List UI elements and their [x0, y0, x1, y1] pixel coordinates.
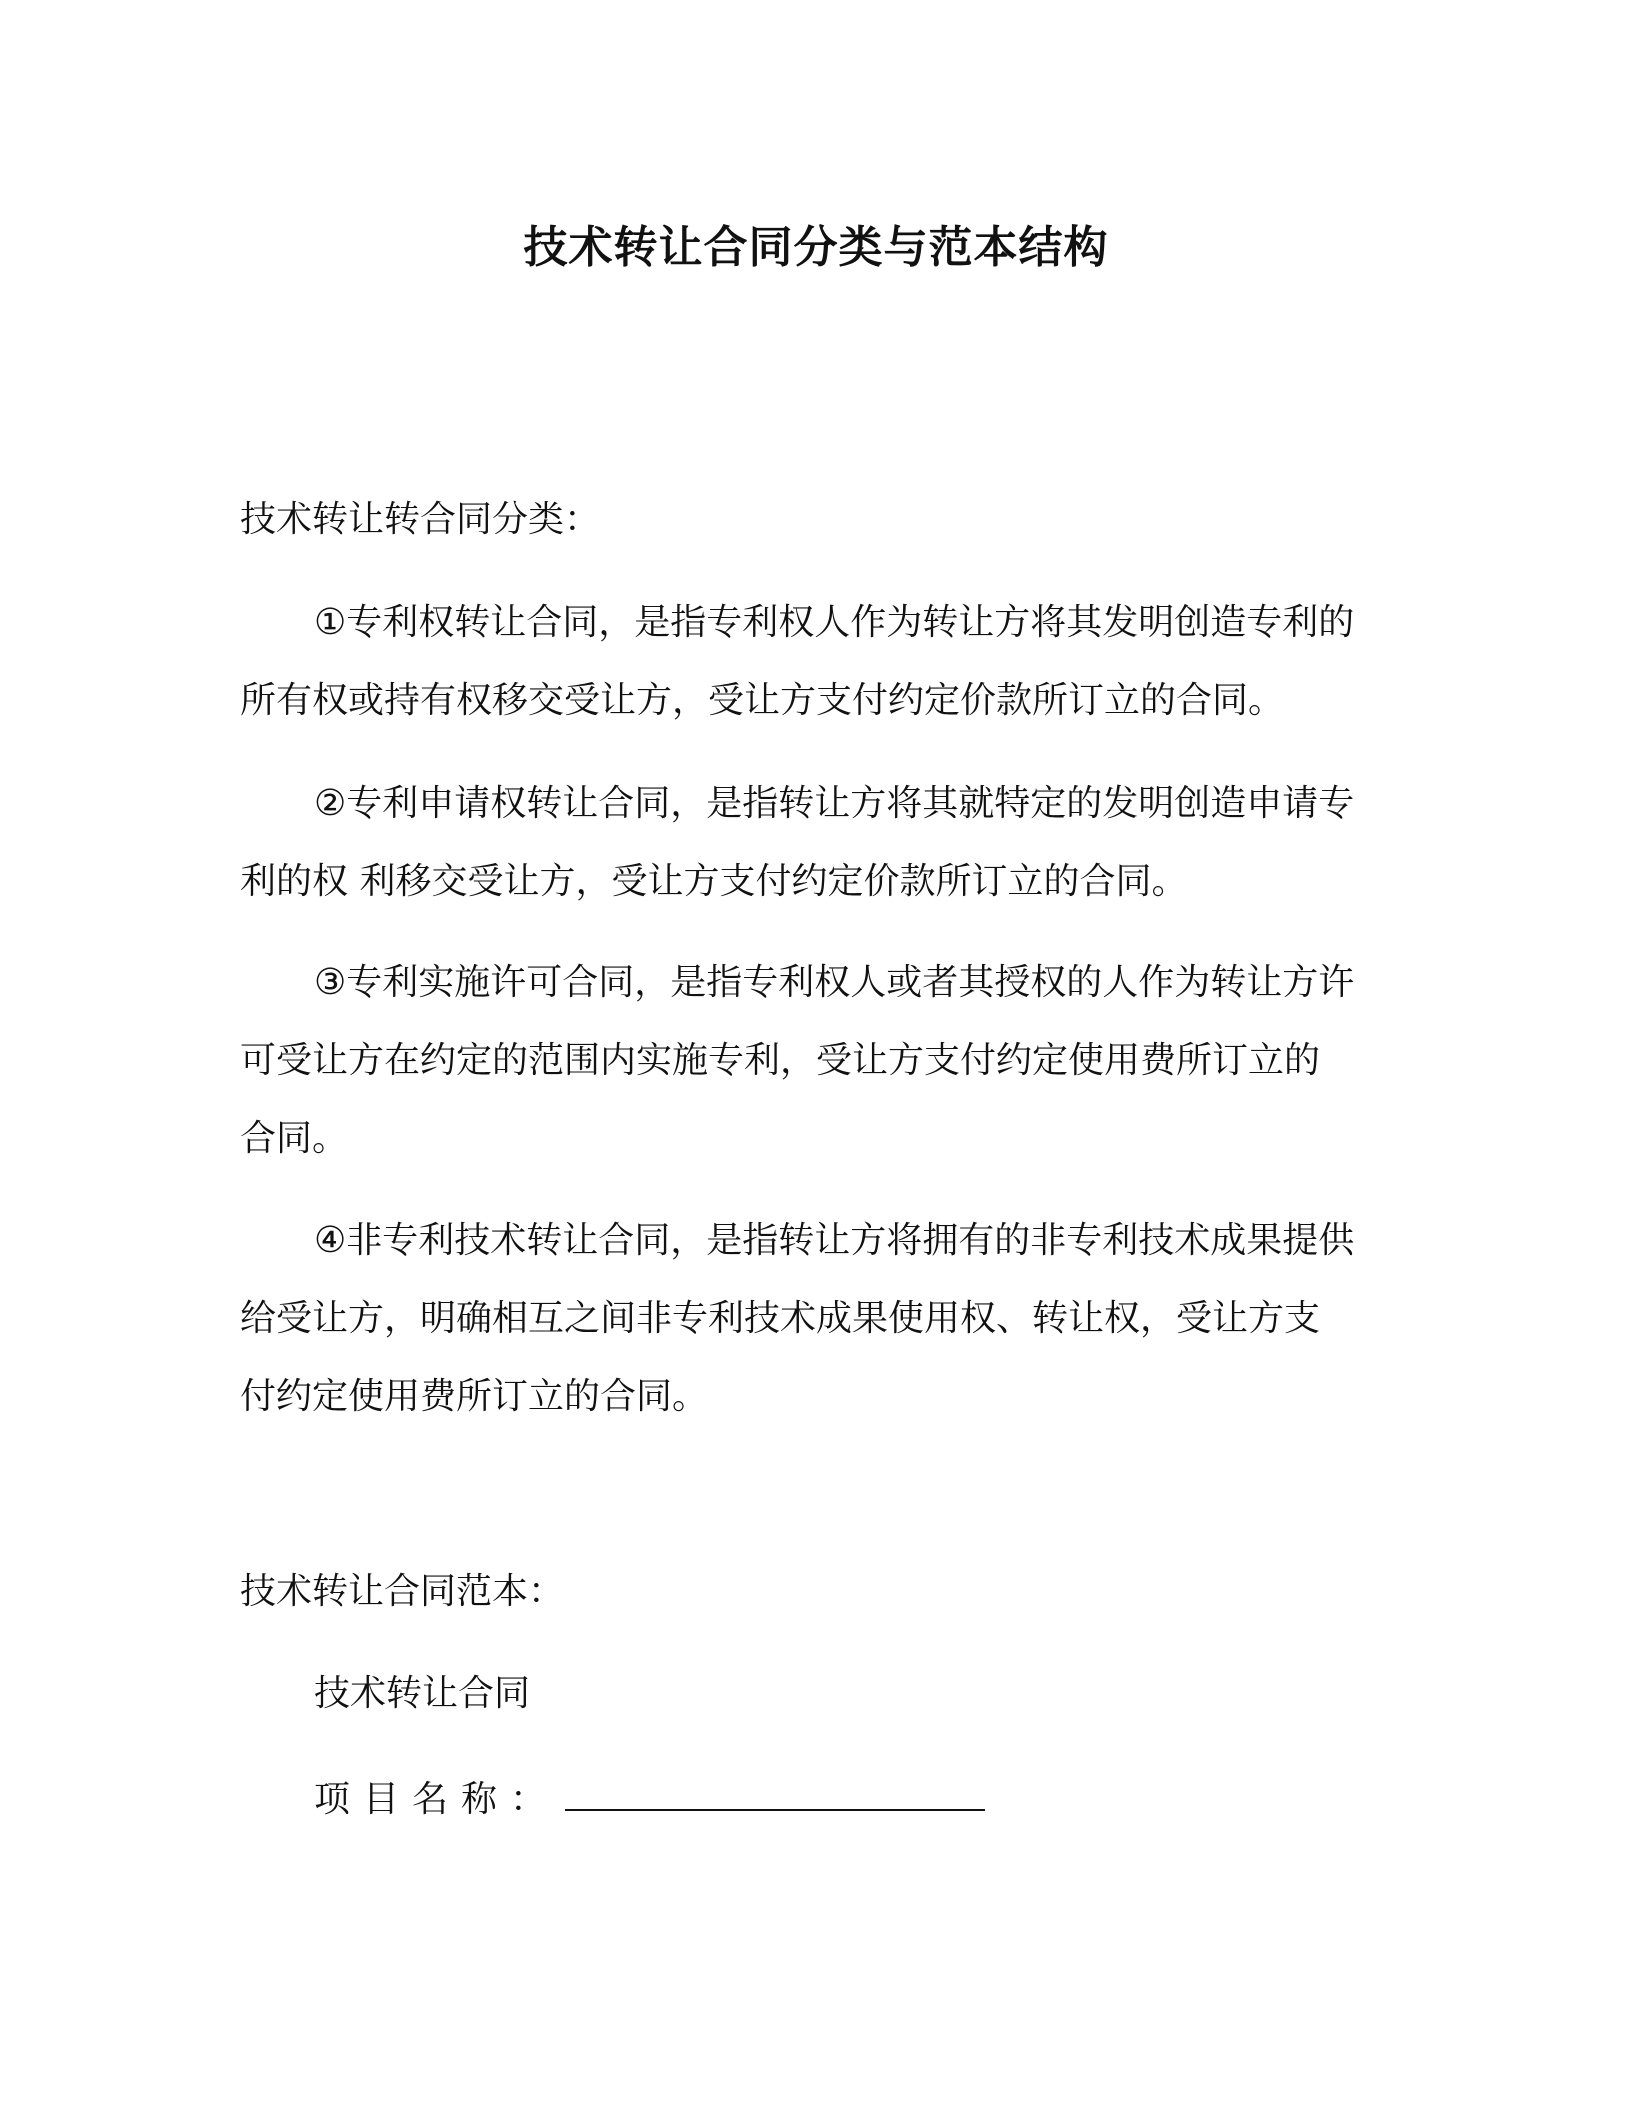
item-2-paragraph: ②专利申请权转让合同，是指转让方将其就特定的发明创造申请专利的权 利移交受让方，受让方支付约定价款所订立的合同。: [240, 783, 1355, 902]
classification-heading: 技术转让转合同分类：: [240, 499, 601, 540]
item-4-paragraph: ④非专利技术转让合同，是指转让方将拥有的非专利技术成果提供给受让方，明确相互之间非专利技术成果使用权、转让权，受让方支付约定使用费所订立的合同。: [240, 1220, 1355, 1417]
project-name-blank: [565, 1775, 985, 1811]
project-name-label: 项目名称：: [314, 1779, 560, 1820]
project-name-row: [314, 1775, 985, 1824]
sample-heading: 技术转让合同范本：: [240, 1571, 565, 1612]
item-1-paragraph: ①专利权转让合同，是指专利权人作为转让方将其发明创造专利的所有权或持有权移交受让方，受让方支付约定价款所订立的合同。: [240, 602, 1355, 721]
document-title: 技术转让合同分类与范本结构: [523, 222, 1109, 273]
sample-contract-title: 技术转让合同: [314, 1673, 531, 1714]
item-3-paragraph: ③专利实施许可合同，是指专利权人或者其授权的人作为转让方许可受让方在约定的范围内实施专利，受让方支付约定使用费所订立的合同。: [240, 962, 1355, 1159]
